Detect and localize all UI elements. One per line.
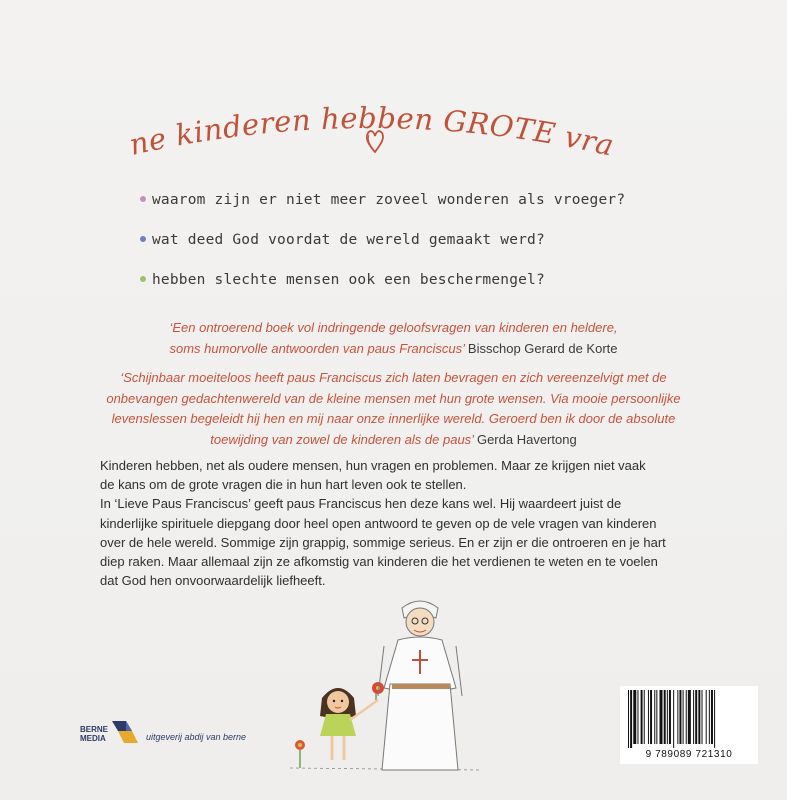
bullet-dot xyxy=(140,196,146,202)
barcode-bar xyxy=(630,690,632,748)
barcode-bar xyxy=(688,690,691,744)
blurb-line: Kinderen hebben, net als oudere mensen, hun vragen en problemen. Maar ze krijgen niet vaak xyxy=(100,458,646,473)
barcode-bar xyxy=(714,690,715,748)
blurb-line: dat God hen onvoorwaardelijk liefheeft. xyxy=(100,573,326,589)
barcode-bar xyxy=(677,690,678,744)
quote-line xyxy=(0,339,787,360)
blurb-line: diep raken. Maar allemaal zijn ze afkomstig van kinderen die het verdienen te weten en te voelen xyxy=(100,554,658,570)
barcode-bar xyxy=(664,690,666,744)
blurb-line: kinderlijke spirituele diepgang door heel open antwoord te geven op de vele vragen van kinderen xyxy=(100,515,657,531)
barcode-bar xyxy=(656,690,657,744)
barcode-bars xyxy=(626,690,752,748)
barcode xyxy=(620,686,758,764)
blurb-line: In ‘Lieve Paus Franciscus’ geeft paus Franciscus hen deze kans wel. Hij waardeert juist de xyxy=(100,496,622,512)
quote-line: ‘Schijnbaar moeiteloos heeft paus Franciscus zich laten bevragen en zich vereenzelvigt met de xyxy=(120,370,667,385)
barcode-bar xyxy=(660,690,663,744)
quote-text: soms humorvolle antwoorden van paus Franciscus’ xyxy=(169,340,465,356)
barcode-bar xyxy=(711,690,713,744)
heart-icon xyxy=(364,128,386,154)
child-drawing-illustration xyxy=(280,580,520,790)
question-text: waarom zijn er niet meer zoveel wonderen als vroeger? xyxy=(152,192,626,208)
question-item xyxy=(152,192,625,208)
quote-author: Gerda Havertong xyxy=(476,431,577,447)
svg-text:Kleine kinderen hebben GROTE v xyxy=(108,81,617,163)
quote-line: levenslessen begeleidt hij hen en mij naar onze innerlijke wereld. Geroerd ben ik door de absolute xyxy=(111,411,676,426)
cover-title-text: Kleine kinderen hebben GROTE vragen xyxy=(108,81,618,163)
barcode-bar xyxy=(686,690,687,744)
publisher-name-line: BERNE xyxy=(80,725,109,734)
barcode-bar xyxy=(641,690,643,744)
barcode-bar xyxy=(693,690,694,744)
barcode-bar xyxy=(679,690,681,744)
barcode-bar xyxy=(706,690,707,744)
barcode-bar xyxy=(628,690,629,748)
quote-2 xyxy=(0,368,787,450)
blurb-line: de kans om de grote vragen die in hun hart leven ook te stellen. xyxy=(100,477,467,493)
question-item xyxy=(152,272,545,288)
barcode-bar xyxy=(654,690,655,744)
publisher-name-line: MEDIA xyxy=(80,734,106,743)
publisher-mark-icon xyxy=(110,717,140,747)
barcode-bar xyxy=(667,690,668,744)
bullet-dot xyxy=(140,276,146,282)
publisher-name xyxy=(80,725,108,743)
barcode-bar xyxy=(650,690,652,744)
quote-line: ‘Een ontroerend boek vol indringende geloofsvragen van kinderen en heldere, xyxy=(169,320,618,335)
barcode-bar xyxy=(702,690,703,744)
barcode-bar xyxy=(709,690,710,744)
bullet-dot xyxy=(140,236,146,242)
publisher-tagline: uitgeverij abdij van berne xyxy=(146,732,247,742)
barcode-bar xyxy=(695,690,697,744)
blurb xyxy=(100,456,700,590)
barcode-bar xyxy=(633,690,636,744)
quote-1 xyxy=(0,318,787,359)
question-text: wat deed God voordat de wereld gemaakt werd? xyxy=(152,232,545,248)
barcode-bar xyxy=(644,690,645,744)
barcode-bar xyxy=(648,690,649,744)
barcode-bar xyxy=(669,690,671,744)
isbn-number: 9 789089 721310 xyxy=(645,749,733,760)
publisher-logo xyxy=(80,717,250,753)
blurb-line: over de hele wereld. Sommige zijn grappig, sommige serieus. En er zijn er die ontroeren en je hart xyxy=(100,534,666,550)
question-text: hebben slechte mensen ook een beschermengel? xyxy=(152,272,545,288)
barcode-bar xyxy=(637,690,638,744)
quote-text: toewijding van zowel de kinderen als de paus’ xyxy=(210,431,474,447)
quote-line: onbevangen gedachtenwereld van de kleine mensen met hun grote wensen. Via mooie persoonlijke xyxy=(106,390,681,406)
quote-author: Bisschop Gerard de Korte xyxy=(467,340,618,356)
barcode-bar xyxy=(683,690,684,744)
barcode-bar xyxy=(673,690,674,748)
barcode-bar xyxy=(698,690,700,744)
question-item xyxy=(152,232,545,248)
quote-line xyxy=(0,430,787,451)
